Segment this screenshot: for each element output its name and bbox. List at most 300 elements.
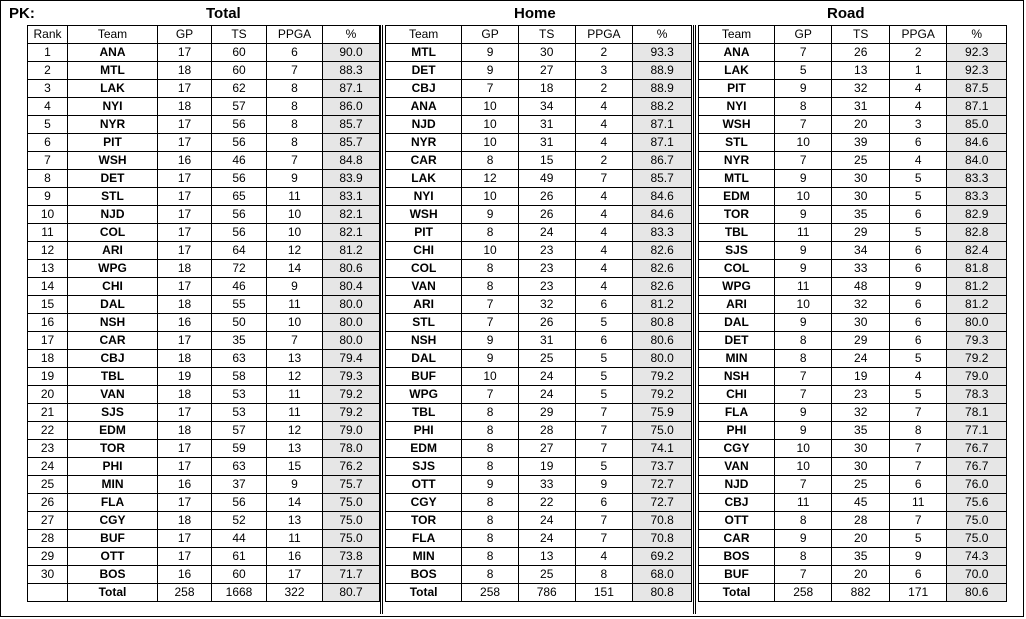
cell-gp: 10 [774,458,831,476]
cell-gp: 7 [774,152,831,170]
cell-gp: 7 [774,116,831,134]
cell-gp: 16 [158,152,212,170]
cell-ts: 18 [518,80,575,98]
cell-ppga: 6 [889,314,946,332]
cell-ppga: 8 [267,80,323,98]
cell-pct: 87.5 [947,80,1007,98]
cell-ts: 31 [518,332,575,350]
cell-ppga: 5 [889,170,946,188]
cell-pct: 75.0 [323,530,380,548]
table-row [28,116,380,134]
cell-ppga: 11 [267,188,323,206]
cell-ts: 53 [212,404,267,422]
cell-team: COL [386,260,462,278]
cell-gp: 11 [774,278,831,296]
cell-pct: 80.0 [633,350,692,368]
table-row [386,458,692,476]
cell-gp: 11 [774,224,831,242]
cell-ppga: 7 [575,170,633,188]
cell-pct: 75.0 [323,494,380,512]
cell-ts: 59 [212,440,267,458]
cell-ts: 30 [518,44,575,62]
cell-team: FLA [68,494,158,512]
cell-pct: 85.0 [947,116,1007,134]
col-gp: GP [462,26,519,44]
cell-pct: 88.9 [633,62,692,80]
cell-ts: 25 [518,566,575,584]
cell-pct: 86.7 [633,152,692,170]
cell-rank: 24 [28,458,68,476]
col-ts: TS [832,26,889,44]
cell-ppga: 6 [889,332,946,350]
cell-gp: 8 [462,458,519,476]
cell-gp: 9 [774,170,831,188]
cell-ppga: 151 [575,584,633,602]
cell-gp: 16 [158,566,212,584]
cell-pct: 90.0 [323,44,380,62]
cell-team: BUF [386,368,462,386]
cell-ppga: 8 [267,134,323,152]
cell-ppga: 4 [575,206,633,224]
cell-ts: 46 [212,278,267,296]
cell-ppga: 11 [889,494,946,512]
cell-team: MIN [68,476,158,494]
cell-gp: 17 [158,188,212,206]
table-row [699,296,1007,314]
cell-ppga: 9 [889,548,946,566]
table-row [699,476,1007,494]
cell-ts: 56 [212,170,267,188]
cell-ppga: 13 [267,512,323,530]
total-table [27,25,380,602]
cell-ts: 24 [832,350,889,368]
cell-gp: 8 [462,278,519,296]
table-row [386,530,692,548]
cell-ppga: 5 [575,368,633,386]
cell-gp: 7 [462,314,519,332]
cell-team: DET [699,332,775,350]
col-ts: TS [212,26,267,44]
cell-ts: 31 [518,134,575,152]
col-ppga: PPGA [267,26,323,44]
cell-team: BOS [68,566,158,584]
cell-team: WSH [699,116,775,134]
cell-team: ARI [68,242,158,260]
table-row [699,116,1007,134]
cell-rank: 1 [28,44,68,62]
cell-gp: 8 [774,548,831,566]
cell-ppga: 10 [267,206,323,224]
cell-rank: 27 [28,512,68,530]
cell-ts: 29 [518,404,575,422]
cell-pct: 88.2 [633,98,692,116]
cell-team: FLA [699,404,775,422]
cell-ppga: 4 [889,80,946,98]
cell-team: LAK [386,170,462,188]
road-table [698,25,1007,602]
cell-team: NYI [68,98,158,116]
cell-gp: 258 [462,584,519,602]
cell-pct: 72.7 [633,476,692,494]
cell-team: MIN [699,350,775,368]
cell-team: WSH [386,206,462,224]
cell-team: MTL [68,62,158,80]
cell-rank: 10 [28,206,68,224]
cell-ts: 23 [518,278,575,296]
cell-rank: 5 [28,116,68,134]
cell-pct: 73.7 [633,458,692,476]
cell-pct: 83.9 [323,170,380,188]
cell-pct: 87.1 [323,80,380,98]
cell-ppga: 13 [267,350,323,368]
cell-ts: 50 [212,314,267,332]
cell-pct: 83.3 [947,170,1007,188]
table-row [28,530,380,548]
table-row [28,152,380,170]
cell-team: PIT [699,80,775,98]
cell-pct: 92.3 [947,62,1007,80]
cell-team: BUF [699,566,775,584]
table-row [386,296,692,314]
cell-ppga: 12 [267,368,323,386]
table-row [699,350,1007,368]
cell-ppga: 5 [575,314,633,332]
table-row [28,260,380,278]
cell-pct: 68.0 [633,566,692,584]
cell-ppga: 4 [575,278,633,296]
cell-rank: 16 [28,314,68,332]
cell-ppga: 11 [267,530,323,548]
cell-gp: 258 [158,584,212,602]
cell-rank: 13 [28,260,68,278]
table-row [386,170,692,188]
table-row [386,242,692,260]
cell-team: EDM [386,440,462,458]
cell-pct: 78.1 [947,404,1007,422]
cell-team: MTL [699,170,775,188]
cell-ts: 786 [518,584,575,602]
cell-team: NJD [386,116,462,134]
cell-ppga: 14 [267,260,323,278]
cell-gp: 7 [462,80,519,98]
cell-rank: 25 [28,476,68,494]
cell-team: VAN [386,278,462,296]
table-row [386,350,692,368]
cell-gp: 17 [158,404,212,422]
table-row [28,386,380,404]
cell-team: NJD [699,476,775,494]
cell-gp: 8 [774,332,831,350]
cell-ppga: 16 [267,548,323,566]
cell-gp: 10 [462,242,519,260]
cell-ts: 48 [832,278,889,296]
cell-ppga: 4 [889,98,946,116]
cell-gp: 17 [158,206,212,224]
cell-ppga: 5 [889,386,946,404]
cell-gp: 8 [462,548,519,566]
cell-ts: 56 [212,206,267,224]
cell-pct: 72.7 [633,494,692,512]
cell-team: NSH [386,332,462,350]
cell-ts: 27 [518,440,575,458]
cell-team: BUF [68,530,158,548]
cell-ppga: 5 [575,350,633,368]
cell-ppga: 9 [267,278,323,296]
cell-team: WPG [68,260,158,278]
cell-team: TBL [386,404,462,422]
cell-ppga: 4 [575,242,633,260]
table-row [386,116,692,134]
cell-ts: 29 [832,332,889,350]
cell-rank: 29 [28,548,68,566]
cell-pct: 74.3 [947,548,1007,566]
cell-rank: 12 [28,242,68,260]
cell-ts: 46 [212,152,267,170]
table-row [386,548,692,566]
cell-ts: 31 [518,116,575,134]
cell-ppga: 5 [889,350,946,368]
table-row [699,152,1007,170]
cell-rank: 21 [28,404,68,422]
cell-pct: 75.6 [947,494,1007,512]
cell-gp: 7 [462,386,519,404]
cell-team: STL [699,134,775,152]
cell-rank: 3 [28,80,68,98]
cell-pct: 83.3 [947,188,1007,206]
cell-pct: 84.6 [633,206,692,224]
cell-team: LAK [68,80,158,98]
cell-pct: 80.6 [947,584,1007,602]
cell-team: BOS [386,566,462,584]
cell-gp: 8 [462,260,519,278]
cell-team: CBJ [68,350,158,368]
cell-pct: 74.1 [633,440,692,458]
home-section-title: Home [514,5,556,22]
cell-pct: 87.1 [633,134,692,152]
table-row [28,188,380,206]
col-ts: TS [518,26,575,44]
cell-ppga: 7 [575,530,633,548]
cell-gp: 18 [158,62,212,80]
cell-pct: 80.6 [633,332,692,350]
cell-ppga: 6 [889,566,946,584]
cell-rank: 6 [28,134,68,152]
cell-team: MIN [386,548,462,566]
cell-team: ANA [386,98,462,116]
cell-ppga: 7 [267,332,323,350]
cell-pct: 84.6 [633,188,692,206]
cell-rank: 11 [28,224,68,242]
cell-rank: 28 [28,530,68,548]
cell-gp: 16 [158,314,212,332]
cell-pct: 70.8 [633,530,692,548]
cell-gp: 9 [774,206,831,224]
cell-ts: 56 [212,224,267,242]
col-gp: GP [774,26,831,44]
cell-ts: 24 [518,386,575,404]
cell-gp: 16 [158,476,212,494]
cell-gp: 9 [774,80,831,98]
table-row [386,404,692,422]
cell-ts: 56 [212,134,267,152]
cell-ts: 32 [832,296,889,314]
cell-team: TOR [699,206,775,224]
table-row [28,512,380,530]
cell-gp: 10 [774,188,831,206]
cell-ppga: 7 [267,62,323,80]
cell-gp: 9 [462,44,519,62]
table-row [699,332,1007,350]
cell-ts: 35 [832,422,889,440]
table-row [386,422,692,440]
cell-gp: 9 [774,314,831,332]
cell-ts: 49 [518,170,575,188]
cell-ppga: 4 [575,134,633,152]
cell-pct: 77.1 [947,422,1007,440]
pk-label: PK: [9,5,35,22]
table-row [699,224,1007,242]
cell-gp: 7 [774,566,831,584]
table-row [699,98,1007,116]
cell-ts: 27 [518,62,575,80]
cell-ppga: 4 [575,260,633,278]
table-row [699,458,1007,476]
cell-ts: 20 [832,116,889,134]
cell-team: Total [386,584,462,602]
cell-pct: 84.8 [323,152,380,170]
total-row [699,584,1007,602]
cell-ts: 23 [832,386,889,404]
cell-rank: 2 [28,62,68,80]
cell-ppga: 6 [889,476,946,494]
cell-ts: 52 [212,512,267,530]
table-row [386,62,692,80]
cell-pct: 82.8 [947,224,1007,242]
cell-pct: 88.3 [323,62,380,80]
cell-team: PHI [68,458,158,476]
cell-pct: 75.0 [633,422,692,440]
cell-ts: 28 [518,422,575,440]
cell-team: WPG [386,386,462,404]
table-row [699,494,1007,512]
table-row [28,566,380,584]
cell-ts: 45 [832,494,889,512]
cell-ts: 24 [518,368,575,386]
cell-team: DET [68,170,158,188]
cell-gp: 8 [462,404,519,422]
section-divider [693,25,696,614]
cell-ts: 57 [212,98,267,116]
table-row [699,404,1007,422]
total-row [28,584,380,602]
cell-gp: 10 [774,440,831,458]
cell-ts: 31 [832,98,889,116]
cell-pct: 81.2 [947,278,1007,296]
cell-ts: 22 [518,494,575,512]
cell-ppga: 17 [267,566,323,584]
cell-pct: 76.2 [323,458,380,476]
table-row [699,566,1007,584]
table-row [699,422,1007,440]
cell-ppga: 6 [889,206,946,224]
cell-gp: 10 [462,98,519,116]
cell-team: CGY [699,440,775,458]
cell-team: ARI [386,296,462,314]
table-row [386,476,692,494]
table-row [386,512,692,530]
cell-ts: 44 [212,530,267,548]
cell-ppga: 7 [889,458,946,476]
cell-ppga: 15 [267,458,323,476]
cell-team: STL [68,188,158,206]
cell-pct: 80.8 [633,584,692,602]
cell-gp: 9 [462,62,519,80]
cell-pct: 76.7 [947,440,1007,458]
cell-ppga: 8 [575,566,633,584]
cell-pct: 71.7 [323,566,380,584]
cell-gp: 8 [462,224,519,242]
table-row [386,206,692,224]
cell-pct: 75.0 [947,530,1007,548]
cell-gp: 18 [158,296,212,314]
cell-team: DAL [699,314,775,332]
cell-pct: 88.9 [633,80,692,98]
cell-rank: 8 [28,170,68,188]
table-row [28,44,380,62]
cell-pct: 75.7 [323,476,380,494]
cell-team: CBJ [386,80,462,98]
cell-ppga: 5 [575,458,633,476]
table-row [28,242,380,260]
cell-ts: 30 [832,314,889,332]
home-table [385,25,692,602]
cell-ts: 33 [518,476,575,494]
cell-team: BOS [699,548,775,566]
table-row [28,206,380,224]
cell-ppga: 4 [575,224,633,242]
cell-pct: 79.2 [633,386,692,404]
cell-ppga: 2 [575,80,633,98]
cell-rank: 4 [28,98,68,116]
cell-ppga: 4 [575,116,633,134]
table-row [386,224,692,242]
cell-ppga: 7 [575,512,633,530]
cell-team: PIT [386,224,462,242]
cell-ppga: 5 [889,188,946,206]
cell-gp: 17 [158,242,212,260]
cell-ts: 32 [832,404,889,422]
table-row [699,188,1007,206]
cell-pct: 79.4 [323,350,380,368]
cell-gp: 17 [158,44,212,62]
cell-ts: 56 [212,494,267,512]
table-row [28,404,380,422]
table-row [699,44,1007,62]
table-row [28,170,380,188]
cell-ts: 37 [212,476,267,494]
col-ppga: PPGA [889,26,946,44]
cell-ts: 30 [832,170,889,188]
cell-gp: 17 [158,170,212,188]
cell-pct: 69.2 [633,548,692,566]
cell-team: CAR [386,152,462,170]
cell-ppga: 7 [575,422,633,440]
cell-pct: 81.8 [947,260,1007,278]
cell-ppga: 6 [575,332,633,350]
cell-gp: 17 [158,116,212,134]
table-row [28,332,380,350]
cell-ts: 20 [832,566,889,584]
